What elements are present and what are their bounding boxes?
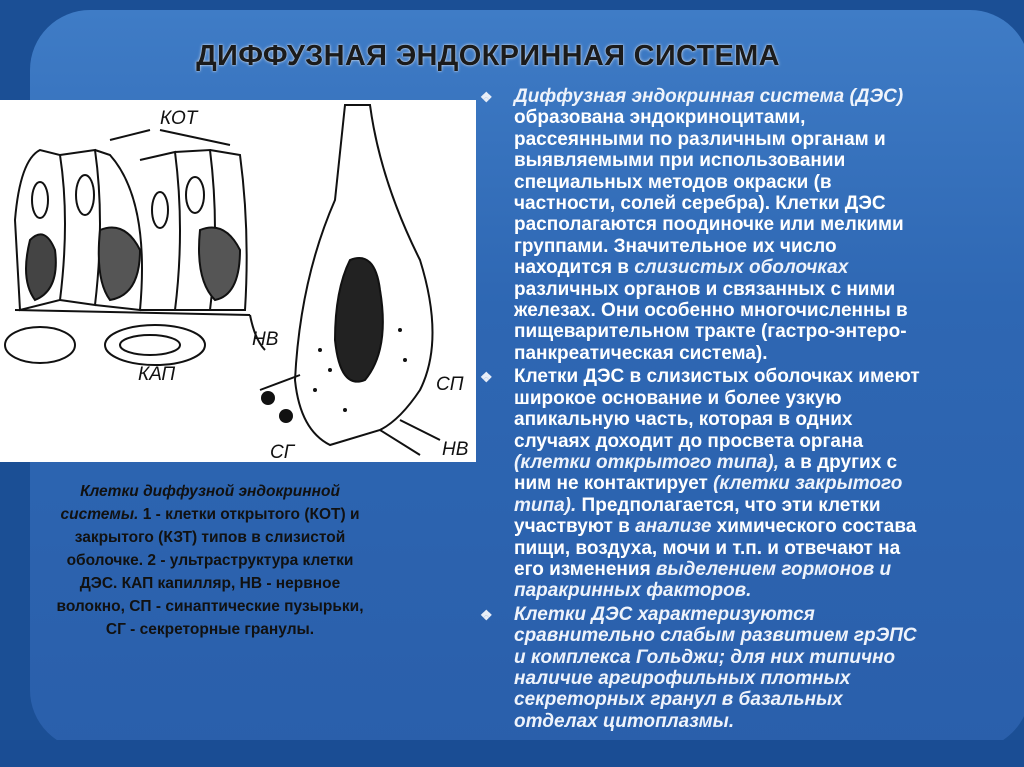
bullet-text: Клетки ДЭС характеризуются сравнительно слабым развитием грЭПС и комплекса Гольджи; для них типично наличие аргирофильных плотных секреторных гранул в базальных отделах цитоплазмы. bbox=[514, 603, 917, 732]
figure-caption bbox=[8, 480, 412, 641]
bullet-text: анализе bbox=[635, 516, 712, 538]
caption-text: 1 - клетки открытого (КОТ) и закрытого (КЗТ) типов в слизистой оболочке. 2 - ультраструктура клетки ДЭС. КАП капилляр, НВ - нервное волокно, СП - синаптические пузырьки, СГ - секреторные гранулы. bbox=[56, 506, 364, 638]
label-kap: КАП bbox=[138, 364, 176, 385]
slide-bottom-band bbox=[0, 740, 1024, 767]
bullet-text: различных органов и связанных с ними железах. Они особенно многочисленны в пищеварительном тракте (гастро-энтеро- панкреатическая система). bbox=[514, 278, 908, 364]
label-sp: СП bbox=[436, 374, 464, 395]
label-sg: СГ bbox=[270, 442, 295, 462]
bullet-text: а в других с ним не контактирует bbox=[514, 451, 898, 495]
cell-drawing bbox=[0, 100, 476, 462]
bullet-text: выделением гормонов и паракринных факторов. bbox=[514, 558, 892, 602]
bullet-item bbox=[478, 604, 1018, 732]
label-nv: НВ bbox=[252, 329, 279, 350]
label-nv-2: НВ bbox=[442, 439, 469, 460]
cell-illustration bbox=[0, 100, 476, 462]
diamond-bullet-icon: ❖ bbox=[480, 606, 493, 623]
diamond-bullet-icon: ❖ bbox=[480, 89, 493, 105]
bullet-text: образована эндокриноцитами, рассеянными по различным органам и выявляемыми при использовании специальных методов окраски (в частности, солей серебра). Клетки ДЭС располагаются поодиночке или мелкими группами. Значительное их число находится в bbox=[514, 107, 904, 279]
diamond-bullet-icon: ❖ bbox=[480, 369, 493, 386]
bullet-text: (клетки закрытого типа). bbox=[514, 473, 903, 516]
caption-text: Клетки диффузной эндокринной системы. bbox=[60, 483, 340, 523]
bullet-text: (клетки открытого типа), bbox=[514, 451, 780, 473]
bullet-text: слизистых оболочках bbox=[634, 257, 849, 279]
bullet-text: Диффузная эндокринная система (ДЭС) bbox=[514, 86, 904, 107]
bullet-text: химического состава пищи, воздуха, мочи и т.п. и отвечают на его изменения bbox=[514, 516, 917, 580]
label-kot: КОТ bbox=[160, 108, 198, 129]
bullet-text: Предполагается, что эти клетки участвуют в bbox=[514, 494, 881, 538]
bullet-text: Клетки ДЭС в слизистых оболочках имеют широкое основание и более узкую апикальную часть, которая в одних случаях доходит до просвета органа bbox=[514, 366, 920, 452]
bullet-item bbox=[478, 86, 1018, 364]
bullet-item bbox=[478, 366, 1018, 601]
slide-title: ДИФФУЗНАЯ ЭНДОКРИННАЯ СИСТЕМА bbox=[196, 40, 780, 72]
bullet-list bbox=[478, 86, 1018, 734]
